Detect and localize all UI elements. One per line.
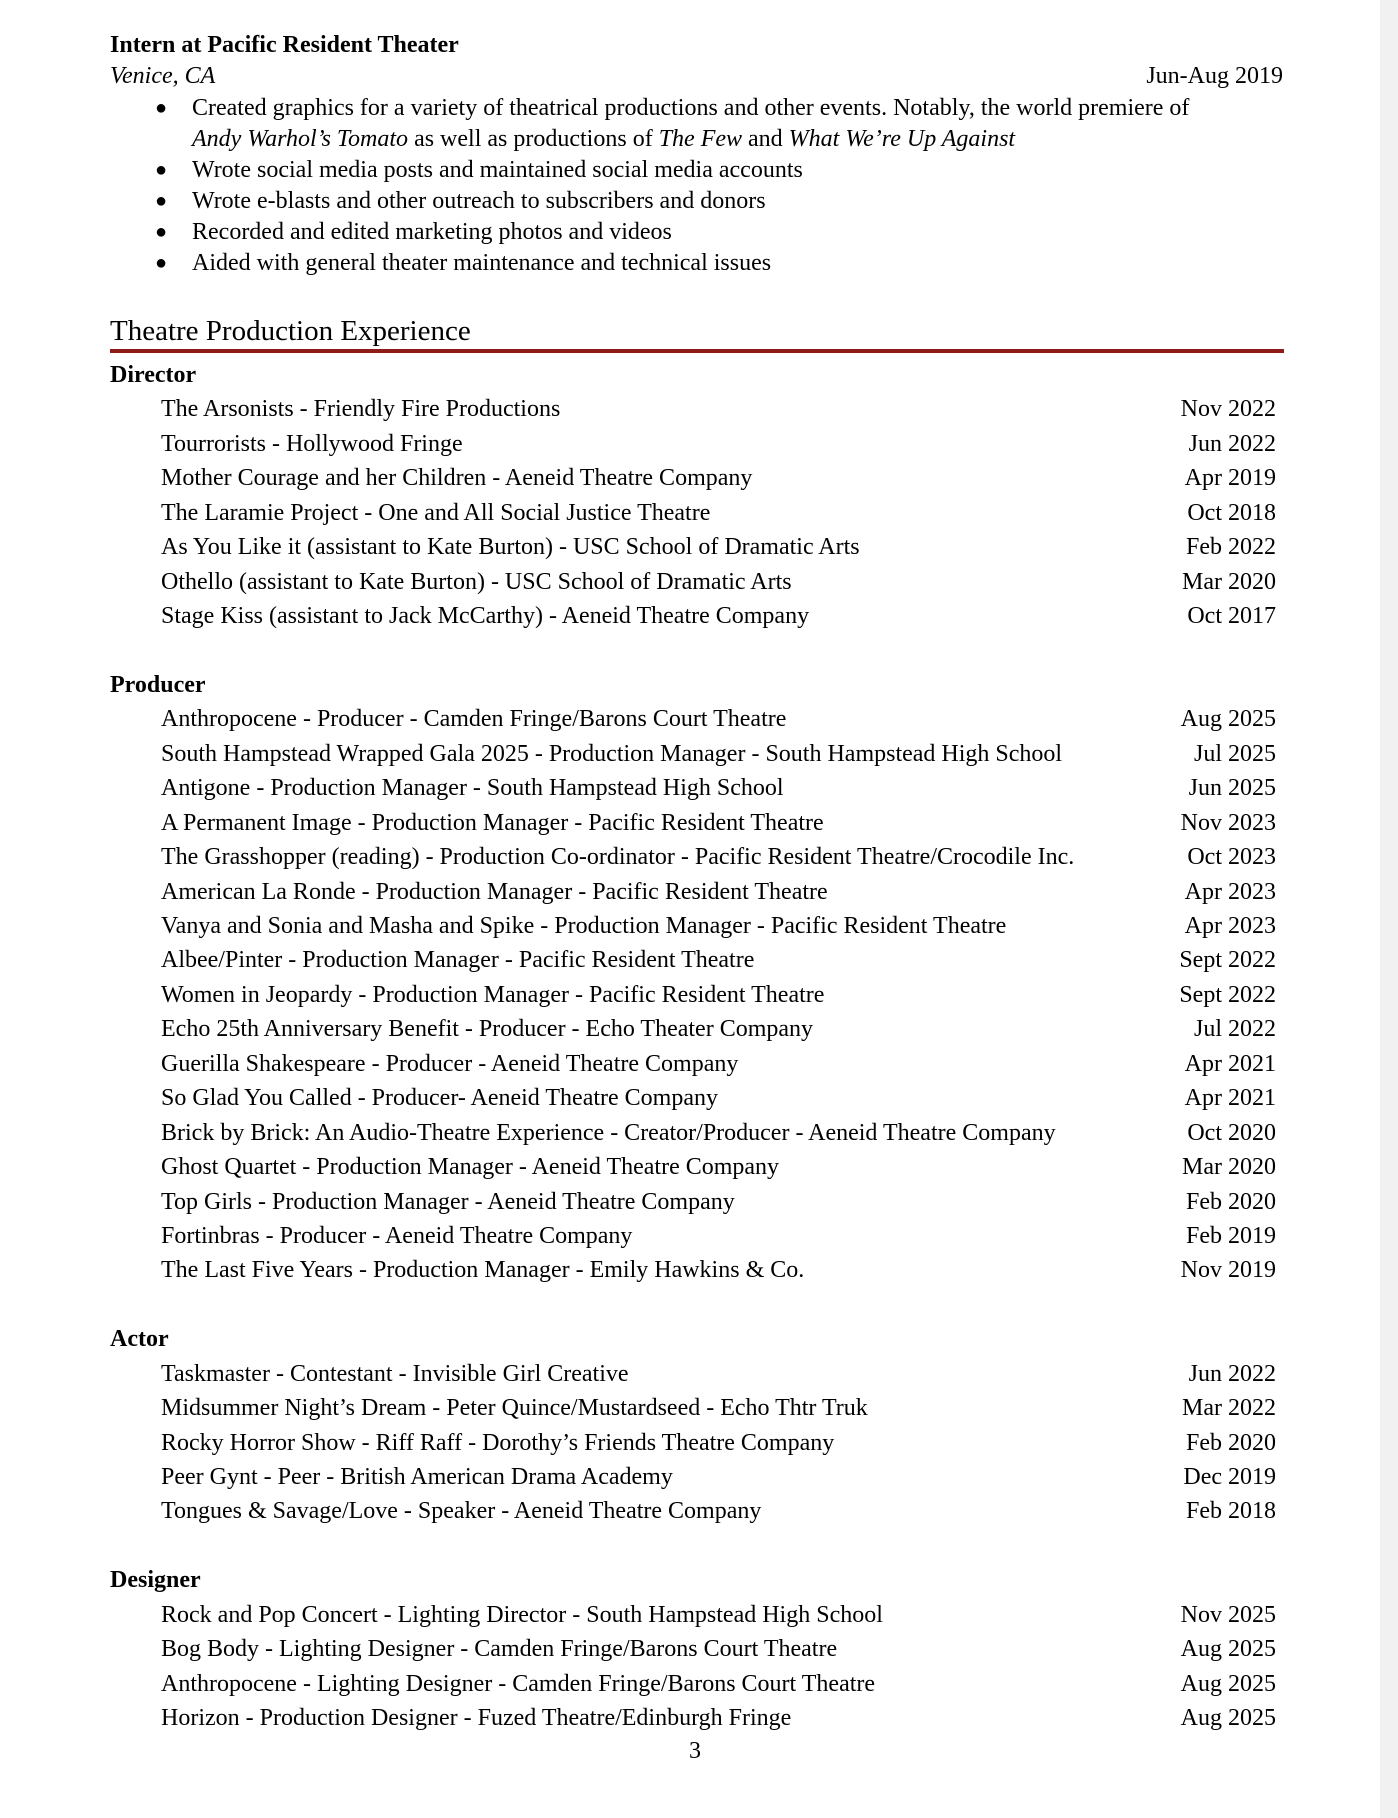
production-date: Sept 2022 — [1179, 981, 1276, 1008]
category-heading-producer: Producer — [110, 671, 206, 698]
production-name: So Glad You Called - Producer- Aeneid Theatre Company — [161, 1085, 718, 1112]
production-name: Anthropocene - Lighting Designer - Camden Fringe/Barons Court Theatre — [161, 1670, 876, 1697]
production-date: Feb 2018 — [1186, 1498, 1276, 1525]
bullet-icon: ● — [155, 190, 168, 212]
production-date: Mar 2020 — [1182, 1154, 1276, 1181]
experience-row — [0, 1426, 1398, 1460]
experience-row — [0, 1667, 1398, 1701]
production-name: Top Girls - Production Manager - Aeneid Theatre Company — [161, 1188, 735, 1215]
production-name: The Grasshopper (reading) - Production Co-ordinator - Pacific Resident Theatre/Crocodile Inc. — [161, 844, 1075, 871]
experience-row — [0, 1047, 1398, 1081]
title-the-few: The Few — [658, 126, 743, 152]
production-date: Apr 2021 — [1184, 1085, 1276, 1112]
production-date: Feb 2022 — [1186, 534, 1276, 561]
experience-row — [0, 978, 1398, 1012]
bullet-text-part: and — [742, 126, 789, 152]
experience-row — [0, 1460, 1398, 1494]
section-heading: Theatre Production Experience — [110, 315, 471, 347]
category-heading-actor: Actor — [110, 1326, 169, 1353]
bullet-text: Wrote e-blasts and other outreach to subscribers and donors — [192, 188, 766, 214]
production-name: American La Ronde - Production Manager - Pacific Resident Theatre — [161, 878, 828, 905]
experience-row — [0, 1357, 1398, 1391]
production-date: Aug 2025 — [1180, 1705, 1276, 1732]
experience-row — [0, 1391, 1398, 1425]
bullet-line-1: Created graphics for a variety of theatrical productions and other events. Notably, the world premiere of — [192, 95, 1190, 121]
production-date: Apr 2019 — [1184, 465, 1276, 492]
bullet-icon: ● — [155, 221, 168, 243]
production-date: Apr 2023 — [1184, 878, 1276, 905]
production-name: Rock and Pop Concert - Lighting Director - South Hampstead High School — [161, 1601, 883, 1628]
production-name: Women in Jeopardy - Production Manager - Pacific Resident Theatre — [161, 981, 825, 1008]
category-heading-director: Director — [110, 362, 197, 388]
production-date: Mar 2022 — [1182, 1395, 1276, 1422]
experience-row — [0, 1701, 1398, 1735]
production-date: Jul 2022 — [1193, 1016, 1276, 1043]
production-name: Rocky Horror Show - Riff Raff - Dorothy’s Friends Theatre Company — [161, 1429, 835, 1456]
production-date: Aug 2025 — [1180, 1670, 1276, 1697]
production-date: Nov 2019 — [1180, 1257, 1276, 1284]
job-dates: Jun-Aug 2019 — [1146, 63, 1283, 89]
production-date: Dec 2019 — [1183, 1464, 1276, 1490]
production-name: The Last Five Years - Production Manager - Emily Hawkins & Co. — [161, 1257, 805, 1284]
spacer — [0, 634, 1398, 668]
production-name: Guerilla Shakespeare - Producer - Aeneid Theatre Company — [161, 1050, 739, 1077]
production-date: Jun 2022 — [1188, 1360, 1276, 1387]
bullet-item — [0, 217, 1398, 248]
production-name: Othello (assistant to Kate Burton) - USC School of Dramatic Arts — [161, 568, 792, 595]
production-date: Apr 2021 — [1184, 1050, 1276, 1077]
production-date: Aug 2025 — [1180, 1636, 1276, 1663]
experience-row — [0, 771, 1398, 805]
experience-row — [0, 1081, 1398, 1115]
bullet-icon: ● — [155, 159, 168, 181]
bullet-text-part: as well as productions of — [408, 126, 659, 152]
production-date: Sept 2022 — [1179, 947, 1276, 974]
production-name: Mother Courage and her Children - Aeneid Theatre Company — [161, 465, 753, 492]
job-bullet-list — [0, 93, 1398, 279]
experience-row — [0, 599, 1398, 633]
experience-row — [0, 1253, 1398, 1287]
production-date: Nov 2022 — [1180, 396, 1276, 423]
production-date: Nov 2023 — [1180, 809, 1276, 836]
production-date: Aug 2025 — [1180, 706, 1276, 733]
production-name: Fortinbras - Producer - Aeneid Theatre Company — [161, 1222, 633, 1249]
production-name: Taskmaster - Contestant - Invisible Girl Creative — [161, 1360, 629, 1387]
experience-row — [0, 1012, 1398, 1046]
bullet-icon: ● — [155, 97, 168, 119]
production-date: Oct 2020 — [1187, 1119, 1276, 1146]
production-name: Stage Kiss (assistant to Jack McCarthy) - Aeneid Theatre Company — [161, 603, 810, 630]
spacer — [0, 1288, 1398, 1322]
bullet-item — [0, 155, 1398, 186]
experience-row — [0, 461, 1398, 495]
experience-row — [0, 909, 1398, 943]
production-name: Bog Body - Lighting Designer - Camden Fringe/Barons Court Theatre — [161, 1636, 838, 1663]
production-date: Jun 2025 — [1188, 775, 1276, 802]
production-name: Antigone - Production Manager - South Hampstead High School — [161, 775, 784, 802]
bullet-text: Wrote social media posts and maintained social media accounts — [192, 157, 803, 183]
production-name: Anthropocene - Producer - Camden Fringe/Barons Court Theatre — [161, 706, 787, 733]
production-name: Brick by Brick: An Audio-Theatre Experience - Creator/Producer - Aeneid Theatre Company — [161, 1119, 1056, 1146]
production-name: Vanya and Sonia and Masha and Spike - Production Manager - Pacific Resident Theatre — [161, 913, 1007, 939]
experience-row — [0, 875, 1398, 909]
production-date: Oct 2018 — [1187, 499, 1276, 526]
production-name: The Laramie Project - One and All Social Justice Theatre — [161, 499, 711, 526]
job-title: Intern at Pacific Resident Theater — [110, 32, 459, 58]
experience-row — [0, 1494, 1398, 1528]
experience-row — [0, 737, 1398, 771]
production-date: Mar 2020 — [1182, 568, 1276, 595]
production-date: Oct 2023 — [1187, 844, 1276, 871]
experience-row — [0, 806, 1398, 840]
experience-row — [0, 1150, 1398, 1184]
experience-row — [0, 496, 1398, 530]
production-date: Oct 2017 — [1187, 603, 1276, 630]
experience-row — [0, 565, 1398, 599]
production-name: Tourrorists - Hollywood Fringe — [161, 430, 463, 457]
production-date: Apr 2023 — [1184, 913, 1276, 939]
title-andy-warhol: Andy Warhol’s Tomato — [192, 126, 409, 152]
production-date: Feb 2019 — [1186, 1222, 1276, 1249]
experience-row — [0, 943, 1398, 977]
production-name: Peer Gynt - Peer - British American Drama Academy — [161, 1464, 673, 1490]
production-name: The Arsonists - Friendly Fire Productions — [161, 396, 561, 423]
production-name: A Permanent Image - Production Manager - Pacific Resident Theatre — [161, 809, 824, 836]
production-date: Jun 2022 — [1188, 430, 1276, 457]
spacer — [0, 1529, 1398, 1563]
production-date: Feb 2020 — [1186, 1429, 1276, 1456]
production-date: Jul 2025 — [1193, 740, 1276, 767]
category-heading-designer: Designer — [110, 1567, 201, 1594]
production-name: Ghost Quartet - Production Manager - Aeneid Theatre Company — [161, 1154, 780, 1181]
page-number: 3 — [689, 1738, 701, 1764]
experience-row — [0, 702, 1398, 736]
section-divider — [110, 349, 1284, 353]
production-name: South Hampstead Wrapped Gala 2025 - Production Manager - South Hampstead High School — [161, 740, 1063, 767]
bullet-item — [0, 248, 1398, 279]
production-date: Feb 2020 — [1186, 1188, 1276, 1215]
bullet-icon: ● — [155, 252, 168, 274]
bullet-text: Recorded and edited marketing photos and videos — [192, 219, 672, 245]
production-name: Horizon - Production Designer - Fuzed Theatre/Edinburgh Fringe — [161, 1705, 792, 1732]
production-name: As You Like it (assistant to Kate Burton) - USC School of Dramatic Arts — [161, 534, 860, 561]
job-location: Venice, CA — [110, 63, 216, 89]
experience-row — [0, 1116, 1398, 1150]
experience-row — [0, 840, 1398, 874]
experience-row — [0, 1598, 1398, 1632]
experience-row — [0, 427, 1398, 461]
bullet-text: Aided with general theater maintenance and technical issues — [192, 250, 772, 276]
experience-list — [0, 358, 1398, 1736]
title-what-were-up-against: What We’re Up Against — [788, 126, 1016, 152]
bullet-item — [0, 186, 1398, 217]
production-name: Tongues & Savage/Love - Speaker - Aeneid Theatre Company — [161, 1498, 762, 1525]
experience-row — [0, 1219, 1398, 1253]
bullet-item — [0, 93, 1398, 155]
experience-row — [0, 1185, 1398, 1219]
experience-row — [0, 530, 1398, 564]
production-name: Albee/Pinter - Production Manager - Pacific Resident Theatre — [161, 947, 755, 974]
production-date: Nov 2025 — [1180, 1601, 1276, 1628]
production-name: Echo 25th Anniversary Benefit - Producer - Echo Theater Company — [161, 1016, 814, 1043]
experience-row — [0, 392, 1398, 426]
bullet-text — [192, 93, 1189, 155]
experience-row — [0, 1632, 1398, 1666]
production-name: Midsummer Night’s Dream - Peter Quince/Mustardseed - Echo Thtr Truk — [161, 1395, 868, 1422]
